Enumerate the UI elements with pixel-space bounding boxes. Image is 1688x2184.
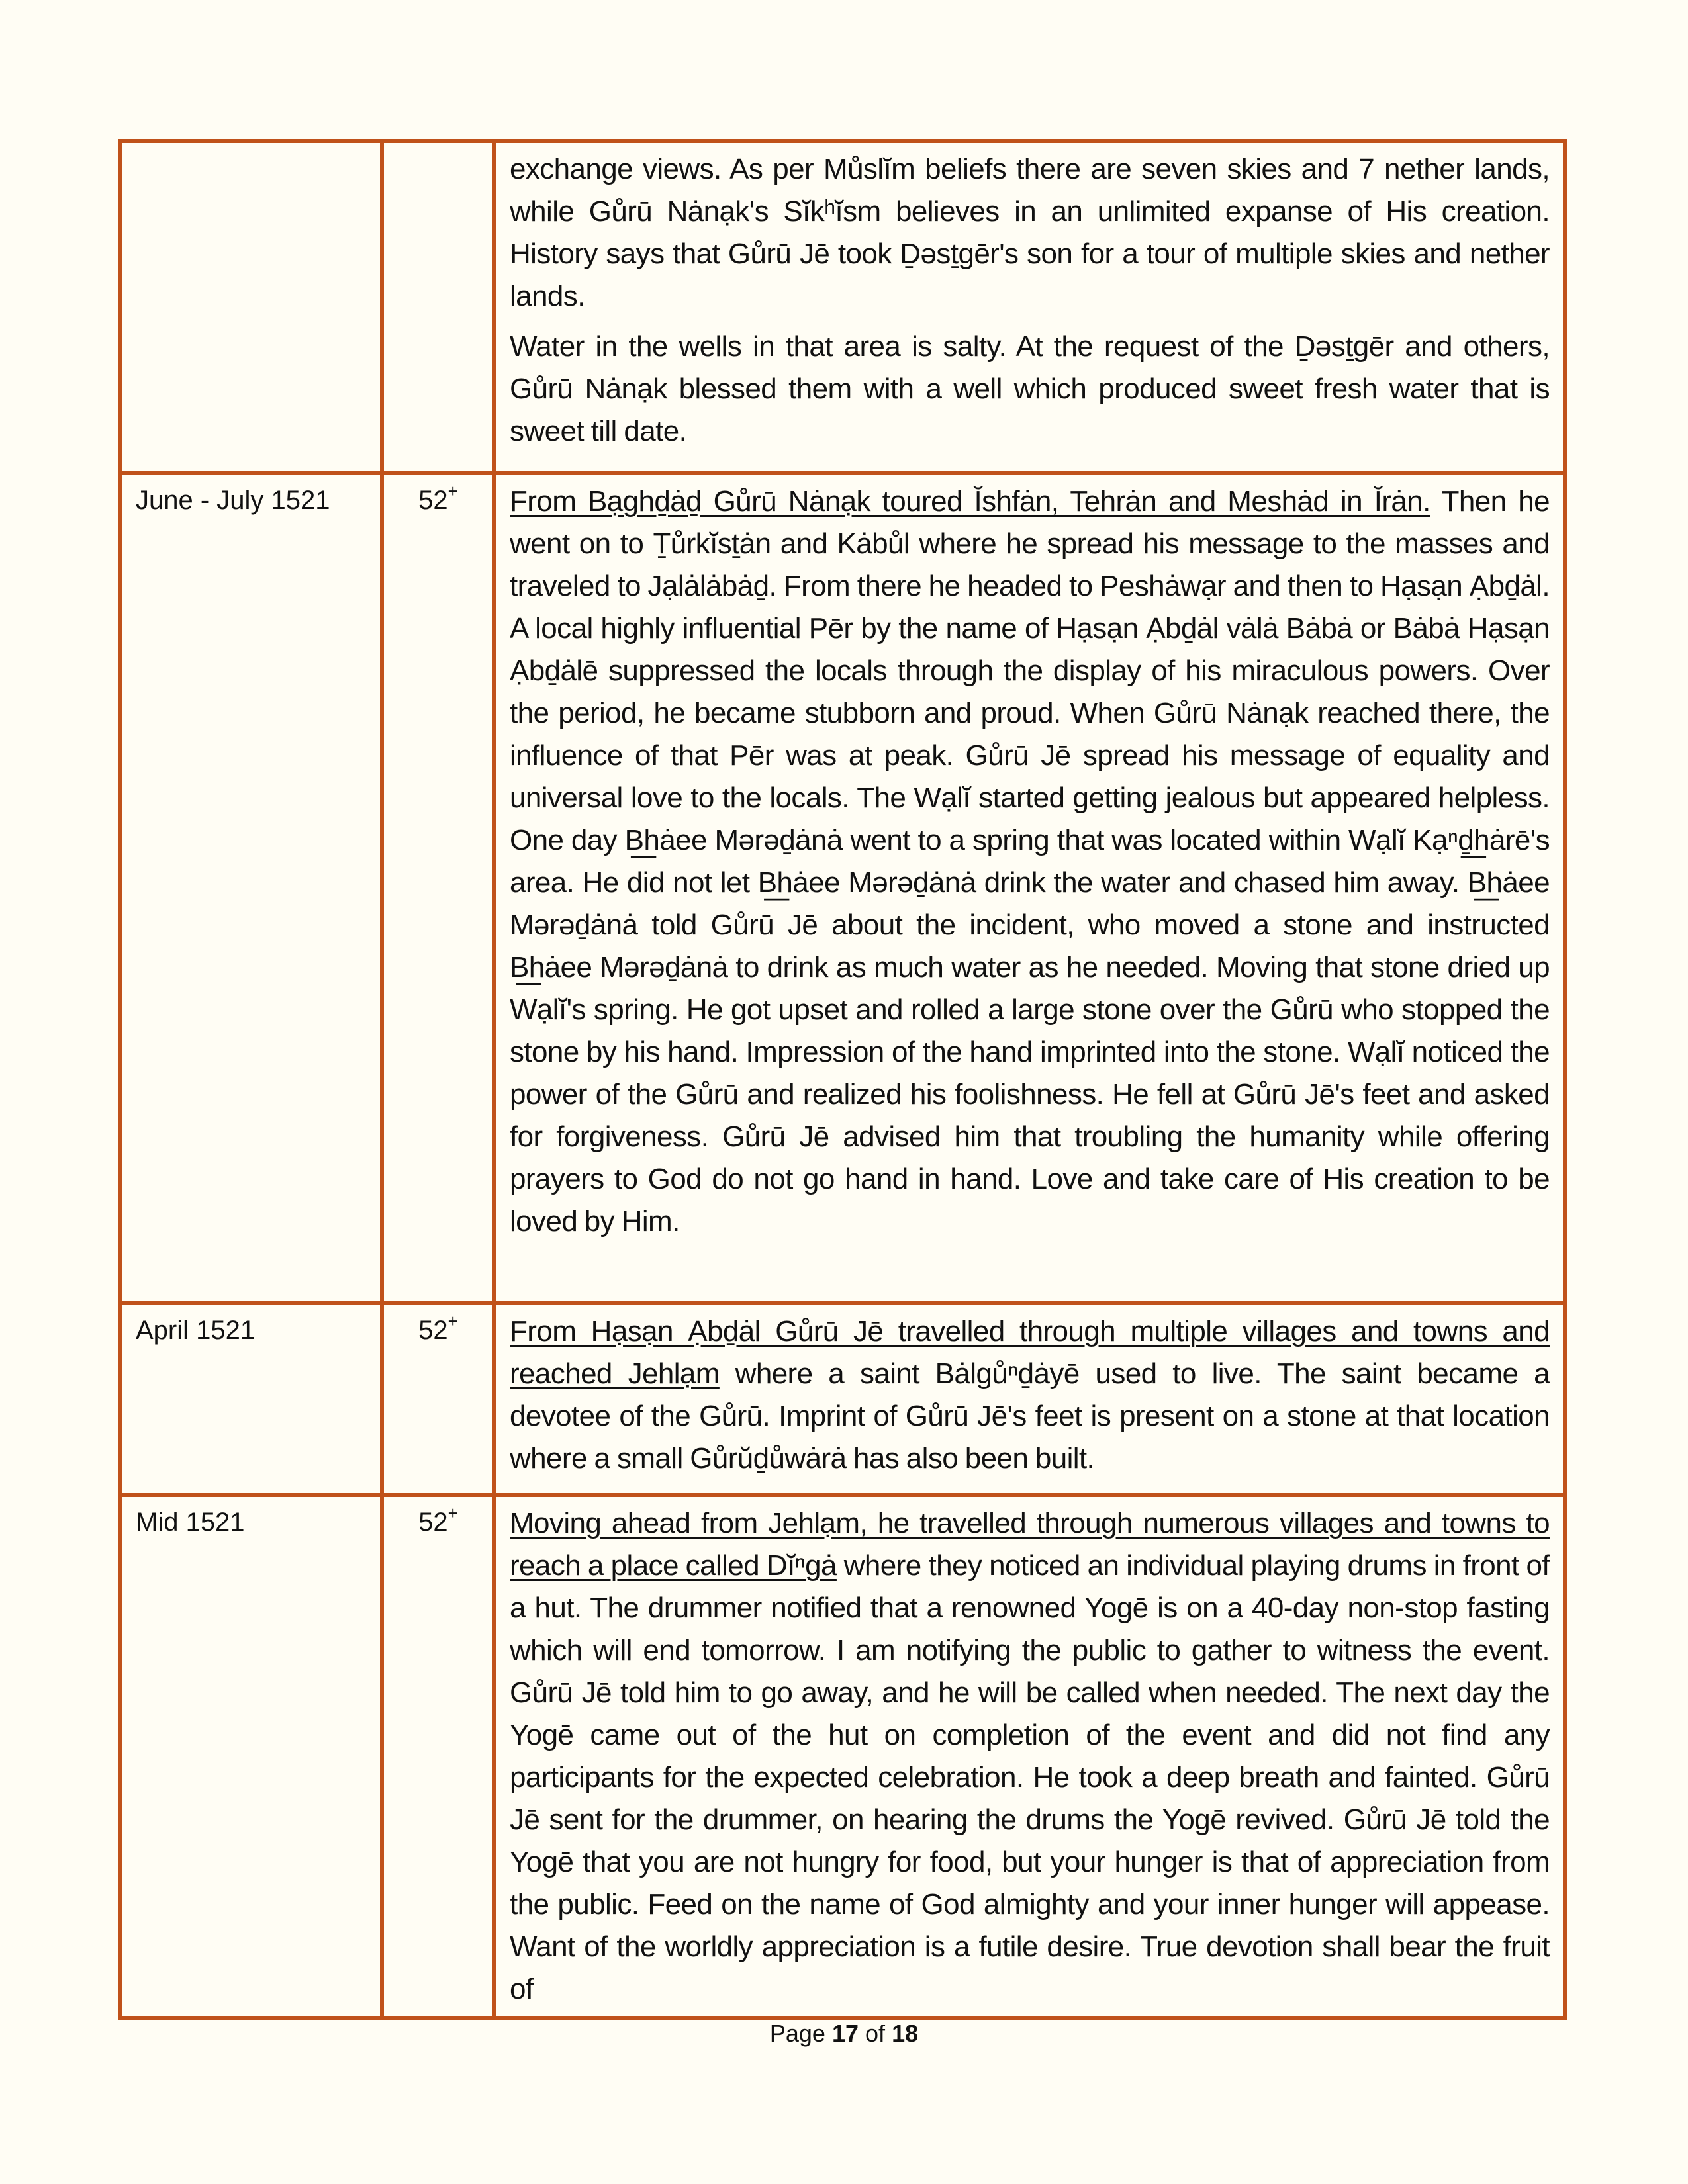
date-text: Mid 1521: [136, 1508, 245, 1537]
current-page: 17: [831, 2020, 859, 2047]
paragraph-text: Water in the wells in that area is salty. At the request of the Ḏəsṯgēr and others, Gůrū Nȧnạk blessed them with a well which produced sweet fresh water that is sweet till date.: [510, 330, 1550, 447]
table-row: [120, 1495, 1565, 2018]
description-cell: [494, 141, 1565, 473]
underlined-text: From Hạsạn Ạbḏȧl Gůrū Jē travelled through multiple villages and towns and reached Jehlạm: [510, 1315, 1550, 1390]
underlined-text: From Bạghḏȧḏ Gůrū Nȧnạk toured Ĭshfȧn, Tehrȧn and Meshȧd in Ĭrȧn.: [510, 485, 1430, 518]
age-text: 52: [418, 1508, 448, 1537]
description-paragraph: [510, 480, 1550, 1243]
description-paragraph: [510, 148, 1550, 318]
age-superscript: +: [447, 1503, 458, 1523]
age-superscript: +: [447, 481, 458, 501]
description-paragraph: [510, 326, 1550, 453]
chronology-table: [118, 139, 1567, 2020]
paragraph-text: where they noticed an individual playing drums in front of a hut. The drummer notified that a renowned Yogē is on a 40-day non-stop fasting which will end tomorrow. I am notifying the public to gather to witness the event. Gůrū Jē told him to go away, and he will be called when needed. The next day the Yogē came out of the hut on completion of the event and did not find any participants for the expected celebration. He took a deep breath and fainted. Gůrū Jē sent for the drummer, on hearing the drums the Yogē revived. Gůrū Jē told the Yogē that you are not hungry for food, but your hunger is that of appreciation from the public. Feed on the name of God almighty and your inner hunger will appease. Want of the worldly appreciation is a futile desire. True devotion shall bear the fruit of: [510, 1549, 1550, 2005]
table-row: [120, 141, 1565, 473]
age-superscript: +: [447, 1311, 458, 1331]
age-cell: [382, 141, 494, 473]
paragraph-text: exchange views. As per Můslĭm beliefs there are seven skies and 7 nether lands, while Gůrū Nȧnạk's Sĭkʰĭsm believes in an unlimited expanse of His creation. History says that Gůrū Jē took Ḏəsṯgēr's son for a tour of multiple skies and nether lands.: [510, 153, 1550, 312]
description-paragraph: [510, 1502, 1550, 2011]
date-cell: [120, 1303, 382, 1495]
date-text: April 1521: [136, 1316, 256, 1345]
age-cell: [382, 473, 494, 1303]
age-text: 52: [418, 486, 448, 515]
description-cell: [494, 1303, 1565, 1495]
age-text: 52: [418, 1316, 448, 1345]
description-cell: [494, 1495, 1565, 2018]
date-cell: [120, 141, 382, 473]
page-number-footer: [0, 2020, 1688, 2048]
underlined-text: Moving ahead from Jehlạm, he travelled through numerous villages and towns to reach a place called Dĭⁿgȧ: [510, 1507, 1550, 1582]
paragraph-text: where a saint Bȧlgůⁿḏȧyē used to live. The saint became a devotee of the Gůrū. Imprint of Gůrū Jē's feet is present on a stone at that location where a small Gůrŭḏůwȧrȧ has also been built.: [510, 1357, 1550, 1475]
date-text: June - July 1521: [136, 486, 330, 515]
description-paragraph: [510, 1310, 1550, 1480]
description-cell: [494, 473, 1565, 1303]
table-row: [120, 1303, 1565, 1495]
date-cell: [120, 1495, 382, 2018]
date-cell: [120, 473, 382, 1303]
total-pages: 18: [892, 2020, 919, 2047]
paragraph-text: Then he went on to Ṯůrkĭsṯȧn and Kȧbůl where he spread his message to the masses and traveled to Jạlȧlȧbȧḏ. From there he headed to Peshȧwạr and then to Hạsạn Ạbḏȧl. A local highly influential Pēr by the name of Hạsạn Ạbḏȧl vȧlȧ Bȧbȧ or Bȧbȧ Hạsạn Ạbḏȧlē suppressed the locals through the display of his miraculous powers. Over the period, he became stubborn and proud. When Gůrū Nȧnạk reached there, the influence of that Pēr was at peak. Gůrū Jē spread his message of equality and universal love to the locals. The Wạlĭ started getting jealous but appeared helpless. One day B͟hȧee Mərəḏȧnȧ went to a spring that was located within Wạlĭ Kạⁿḏ͟hȧrē's area. He did not let B͟hȧee Mərəḏȧnȧ drink the water and chased him away. B͟hȧee Mərəḏȧnȧ told Gůrū Jē about the incident, who moved a stone and instructed B͟hȧee Mərəḏȧnȧ to drink as much water as he needed. Moving that stone dried up Wạlĭ's spring. He got upset and rolled a large stone over the Gůrū who stopped the stone by his hand. Impression of the hand imprinted into the stone. Wạlĭ noticed the power of the Gůrū and realized his foolishness. He fell at Gůrū Jē's feet and asked for forgiveness. Gůrū Jē advised him that troubling the humanity while offering prayers to God do not go hand in hand. Love and take care of His creation to be loved by Him.: [510, 485, 1550, 1238]
age-cell: [382, 1495, 494, 2018]
page-label: Page: [769, 2020, 825, 2047]
table-row: [120, 473, 1565, 1303]
age-cell: [382, 1303, 494, 1495]
page-separator: of: [865, 2020, 886, 2047]
